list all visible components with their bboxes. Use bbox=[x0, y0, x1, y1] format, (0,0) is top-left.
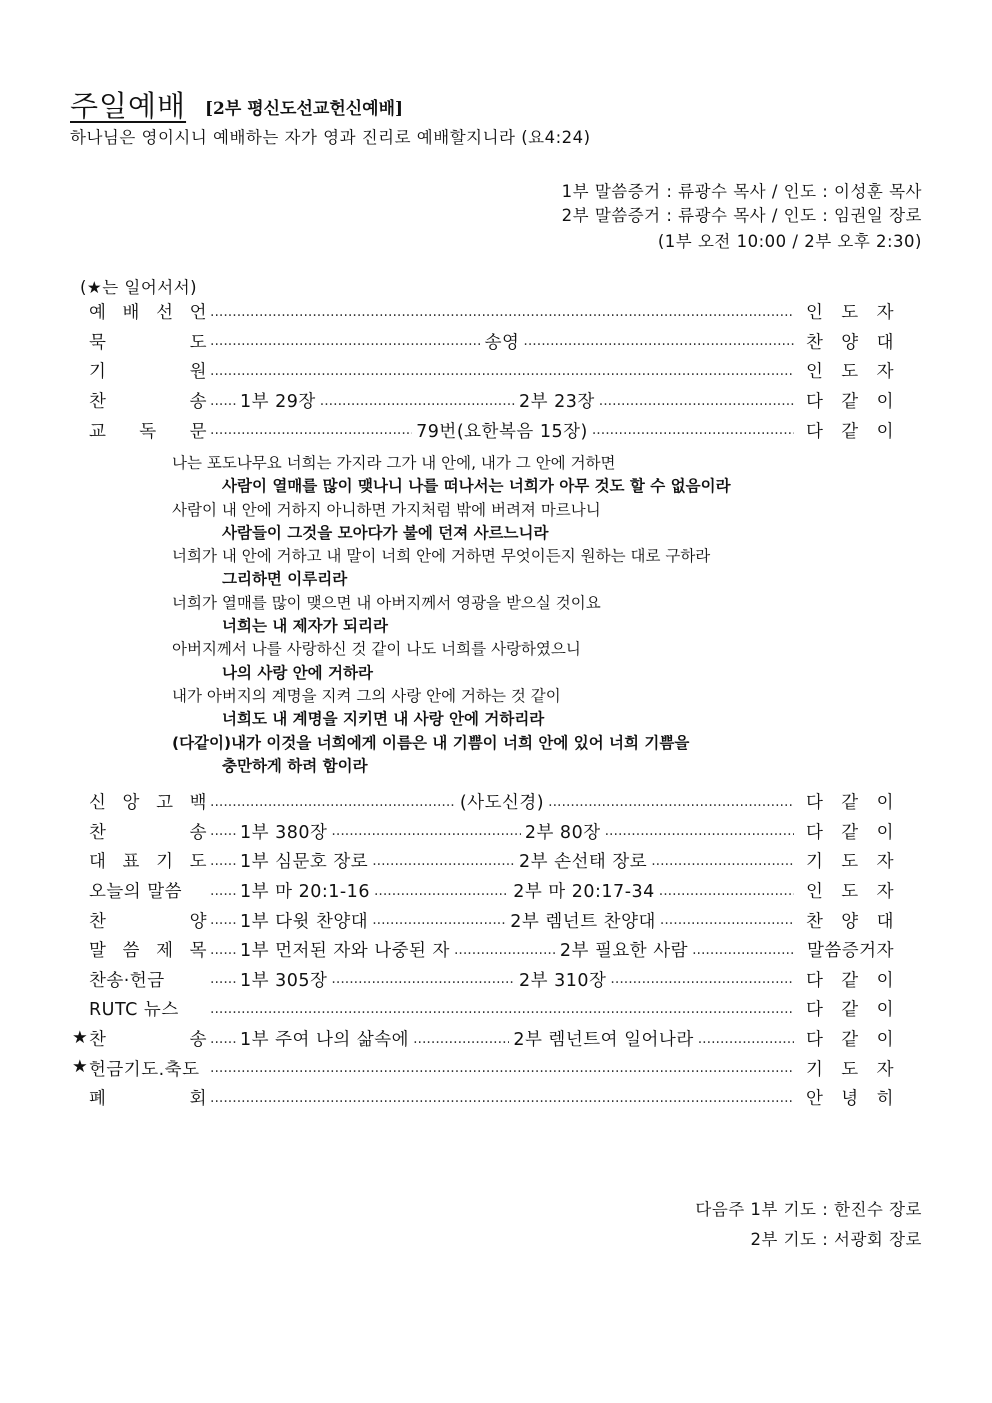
order-row bbox=[72, 356, 894, 386]
leader-dots bbox=[374, 883, 509, 899]
order-responsible: 다 같 이 bbox=[806, 392, 894, 413]
order-detail: 송영 bbox=[484, 332, 520, 353]
order-row bbox=[72, 905, 894, 935]
leader-dots bbox=[331, 823, 520, 839]
standing-star: ★ bbox=[72, 1027, 89, 1048]
leader-dots bbox=[605, 823, 794, 839]
part-1-detail: 1부 심문호 장로 bbox=[240, 852, 369, 873]
leader-dots bbox=[210, 883, 236, 899]
leader-dots bbox=[592, 422, 794, 438]
reading-response-line: 사람이 열매를 많이 맺나니 나를 떠나서는 너희가 아무 것도 할 수 없음이라 bbox=[222, 477, 731, 496]
leader-dots bbox=[210, 912, 236, 928]
order-of-worship-top bbox=[72, 297, 894, 445]
leader-dots bbox=[372, 853, 515, 869]
order-row bbox=[72, 1083, 894, 1113]
leader-dots bbox=[610, 971, 794, 987]
order-label: 묵 도 bbox=[89, 332, 207, 353]
leader-dots bbox=[320, 393, 515, 409]
order-row bbox=[72, 297, 894, 327]
leader-dots bbox=[210, 942, 236, 958]
order-label: 대 표 기 도 bbox=[89, 852, 207, 873]
order-detail: (사도신경) bbox=[459, 793, 545, 814]
order-responsible: 인 도 자 bbox=[806, 303, 894, 324]
order-responsible: 기 도 자 bbox=[806, 852, 894, 873]
leader-dots bbox=[210, 1001, 794, 1017]
order-label: 폐 회 bbox=[89, 1089, 207, 1110]
reading-response-line: 충만하게 하려 함이라 bbox=[222, 756, 368, 775]
service-times: (1부 오전 10:00 / 2부 오후 2:30) bbox=[657, 232, 922, 251]
order-label: 신 앙 고 백 bbox=[89, 793, 207, 814]
order-row bbox=[72, 415, 894, 445]
order-responsible: 인 도 자 bbox=[806, 362, 894, 383]
leader-dots bbox=[523, 333, 794, 349]
part-1-detail: 1부 주여 나의 삶속에 bbox=[240, 1030, 410, 1051]
responsive-reading bbox=[172, 452, 731, 778]
order-responsible: 다 같 이 bbox=[806, 822, 894, 843]
order-of-worship-bottom bbox=[72, 787, 894, 1113]
leader-dots bbox=[210, 304, 794, 320]
part-1-detail: 1부 305장 bbox=[240, 970, 328, 991]
order-row bbox=[72, 1053, 894, 1083]
order-responsible: 찬 양 대 bbox=[806, 911, 894, 932]
order-row bbox=[72, 846, 894, 876]
part-2-detail: 2부 손선태 장로 bbox=[519, 852, 648, 873]
leaders-line-1: 1부 말씀증거 : 류광수 목사 / 인도 : 이성훈 목사 bbox=[561, 182, 922, 201]
opening-verse: 하나님은 영이시니 예배하는 자가 영과 진리로 예배할지니라 (요4:24) bbox=[70, 128, 591, 147]
order-row bbox=[72, 817, 894, 847]
order-row bbox=[72, 787, 894, 817]
leader-dots bbox=[660, 912, 794, 928]
leader-dots bbox=[210, 393, 236, 409]
part-1-detail: 1부 먼저된 자와 나중된 자 bbox=[240, 941, 450, 962]
leader-dots bbox=[651, 853, 794, 869]
reading-response-line: 나의 사랑 안에 거하라 bbox=[222, 663, 373, 682]
order-label: 오늘의 말씀 bbox=[89, 882, 183, 903]
part-2-detail: 2부 렘넌트 찬양대 bbox=[510, 911, 656, 932]
order-label: 헌금기도.축도 bbox=[89, 1059, 200, 1080]
part-2-detail: 2부 80장 bbox=[524, 822, 601, 843]
leader-dots bbox=[210, 971, 236, 987]
order-row bbox=[72, 327, 894, 357]
part-2-detail: 2부 렘넌트여 일어나라 bbox=[513, 1030, 694, 1051]
leader-dots bbox=[210, 1031, 236, 1047]
order-label: 찬 송 bbox=[89, 1030, 207, 1051]
reading-response-line: 사람들이 그것을 모아다가 불에 던져 사르느니라 bbox=[222, 523, 549, 542]
order-responsible: 다 같 이 bbox=[806, 793, 894, 814]
leader-dots bbox=[692, 942, 794, 958]
page-title: 주일예배 bbox=[70, 89, 187, 123]
leader-dots bbox=[331, 971, 515, 987]
reading-leader-line: 나는 포도나무요 너희는 가지라 그가 내 안에, 내가 그 안에 거하면 bbox=[172, 454, 616, 472]
order-detail: 79번(요한복음 15장) bbox=[416, 421, 588, 442]
order-row bbox=[72, 965, 894, 995]
part-1-detail: 1부 29장 bbox=[240, 392, 316, 413]
leader-dots bbox=[413, 1031, 509, 1047]
part-2-detail: 2부 마 20:17-34 bbox=[513, 882, 655, 903]
order-responsible: 다 같 이 bbox=[806, 421, 894, 442]
order-label: 예 배 선 언 bbox=[89, 303, 207, 324]
part-1-detail: 1부 380장 bbox=[240, 822, 328, 843]
leader-dots bbox=[210, 853, 236, 869]
leader-dots bbox=[372, 912, 506, 928]
order-responsible: 말씀증거자 bbox=[806, 941, 894, 962]
leader-dots bbox=[548, 794, 794, 810]
leader-dots bbox=[599, 393, 794, 409]
reading-leader-line: 내가 아버지의 계명을 지켜 그의 사랑 안에 거하는 것 같이 bbox=[172, 686, 561, 705]
order-responsible: 기 도 자 bbox=[806, 1059, 894, 1080]
part-2-detail: 2부 310장 bbox=[519, 970, 607, 991]
leader-dots bbox=[454, 942, 556, 958]
order-responsible: 다 같 이 bbox=[806, 970, 894, 991]
reading-response-line: 너희도 내 계명을 지키면 내 사랑 안에 거하리라 bbox=[222, 710, 545, 729]
leaders-line-2: 2부 말씀증거 : 류광수 목사 / 인도 : 임권일 장로 bbox=[561, 206, 922, 225]
reading-leader-line: 사람이 내 안에 거하지 아니하면 가지처럼 밖에 버려져 마르나니 bbox=[172, 500, 601, 519]
standing-star: ★ bbox=[72, 1057, 89, 1078]
order-row bbox=[72, 994, 894, 1024]
leader-dots bbox=[698, 1031, 794, 1047]
order-label: RUTC 뉴스 bbox=[89, 1000, 179, 1021]
reading-response-line: (다같이)내가 이것을 너희에게 이름은 내 기쁨이 너희 안에 있어 너희 기쁨을 bbox=[172, 733, 690, 752]
order-responsible: 인 도 자 bbox=[806, 882, 894, 903]
order-label: 찬 송 bbox=[89, 822, 207, 843]
next-week-prayer-2: 2부 기도 : 서광회 장로 bbox=[750, 1230, 922, 1249]
order-responsible: 안 녕 히 bbox=[806, 1089, 894, 1110]
order-label: 찬 양 bbox=[89, 911, 207, 932]
part-1-detail: 1부 마 20:1-16 bbox=[240, 882, 370, 903]
leader-dots bbox=[210, 823, 236, 839]
order-row bbox=[72, 386, 894, 416]
leader-dots bbox=[659, 883, 794, 899]
order-label: 찬 송 bbox=[89, 392, 207, 413]
reading-response-line: 너희는 내 제자가 되리라 bbox=[222, 617, 388, 636]
next-week-prayer-1: 다음주 1부 기도 : 한진수 장로 bbox=[695, 1200, 922, 1219]
leader-dots bbox=[210, 794, 456, 810]
part-2-detail: 2부 필요한 사람 bbox=[559, 941, 689, 962]
part-1-detail: 1부 다윗 찬양대 bbox=[240, 911, 369, 932]
leader-dots bbox=[210, 363, 794, 379]
reading-leader-line: 너희가 열매를 많이 맺으면 내 아버지께서 영광을 받으실 것이요 bbox=[172, 593, 601, 612]
order-label: 교 독 문 bbox=[89, 421, 207, 442]
order-responsible: 다 같 이 bbox=[806, 1030, 894, 1051]
order-responsible: 다 같 이 bbox=[806, 1000, 894, 1021]
reading-response-line: 그리하면 이루리라 bbox=[222, 570, 348, 589]
order-row bbox=[72, 876, 894, 906]
leader-dots bbox=[210, 422, 412, 438]
service-subtitle: [2부 평신도선교헌신예배] bbox=[205, 99, 404, 119]
order-responsible: 찬 양 대 bbox=[806, 332, 894, 353]
leader-dots bbox=[210, 1090, 794, 1106]
order-row bbox=[72, 935, 894, 965]
part-2-detail: 2부 23장 bbox=[519, 392, 595, 413]
reading-leader-line: 아버지께서 나를 사랑하신 것 같이 나도 너희를 사랑하였으니 bbox=[172, 640, 581, 659]
order-label: 말 씀 제 목 bbox=[89, 941, 207, 962]
standing-note: (★는 일어서서) bbox=[80, 278, 198, 297]
reading-leader-line: 너희가 내 안에 거하고 내 말이 너희 안에 거하면 무엇이든지 원하는 대로 구하라 bbox=[172, 547, 711, 566]
order-row bbox=[72, 1024, 894, 1054]
leader-dots bbox=[210, 333, 481, 349]
order-label: 기 원 bbox=[89, 362, 207, 383]
leader-dots bbox=[210, 1060, 794, 1076]
order-label: 찬송·헌금 bbox=[89, 970, 165, 991]
